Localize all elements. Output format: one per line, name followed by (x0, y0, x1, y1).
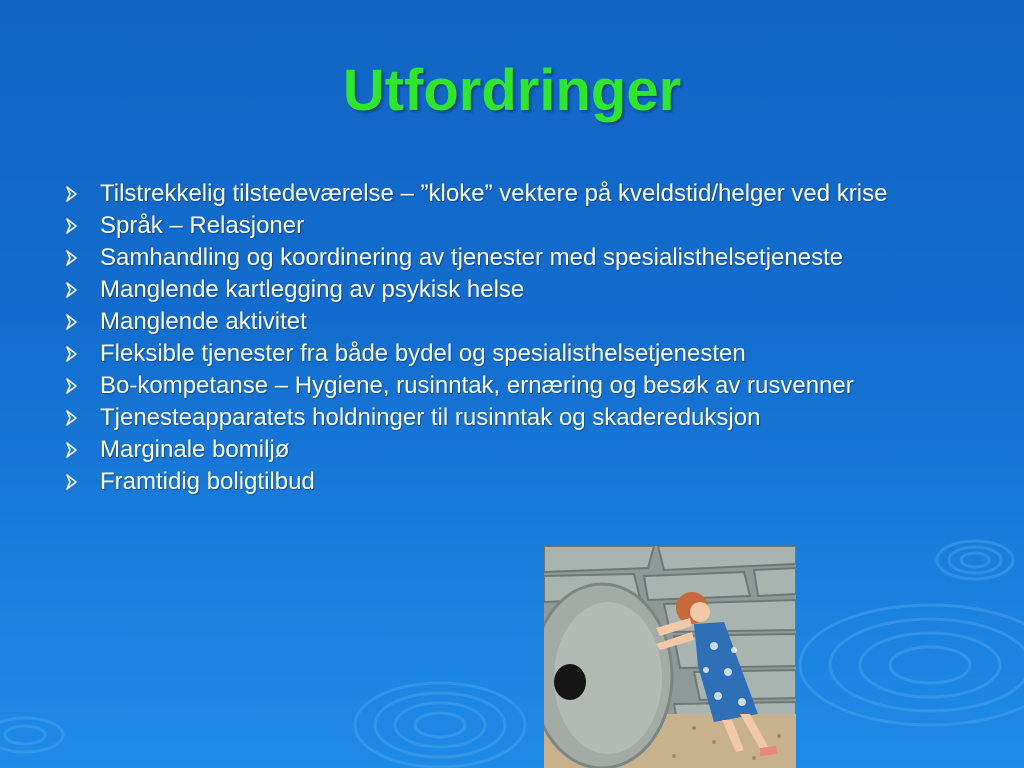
bullet-item (64, 438, 944, 462)
bullet-item (64, 278, 944, 302)
chevron-right-icon (64, 217, 82, 235)
chevron-right-icon (64, 345, 82, 363)
chevron-right-icon (64, 313, 82, 331)
bullet-text: Framtidig boligtilbud (100, 468, 315, 495)
bullet-item (64, 214, 944, 238)
bullet-text: Tilstrekkelig tilstedeværelse – ”kloke” vektere på kveldstid/helger ved krise (100, 180, 888, 207)
bullet-list (64, 182, 944, 502)
chevron-right-icon (64, 185, 82, 203)
bullet-item (64, 406, 944, 430)
bullet-text: Marginale bomiljø (100, 436, 290, 463)
bullet-text: Manglende kartlegging av psykisk helse (100, 276, 525, 303)
bullet-text: Tjenesteapparatets holdninger til rusinntak og skadereduksjon (100, 404, 761, 431)
chevron-right-icon (64, 281, 82, 299)
chevron-right-icon (64, 441, 82, 459)
bullet-text: Samhandling og koordinering av tjenester med spesialisthelsetjeneste (100, 244, 844, 271)
bullet-item (64, 246, 944, 270)
bullet-text: Bo-kompetanse – Hygiene, rusinntak, ernæring og besøk av rusvenner (100, 372, 854, 399)
chevron-right-icon (64, 249, 82, 267)
bullet-text: Språk – Relasjoner (100, 212, 305, 239)
bullet-text: Fleksible tjenester fra både bydel og spesialisthelsetjenesten (100, 340, 746, 367)
bullet-item (64, 374, 944, 398)
bullet-item (64, 342, 944, 366)
bullet-text: Manglende aktivitet (100, 308, 307, 335)
bullet-item (64, 470, 944, 494)
bullet-item (64, 310, 944, 334)
chevron-right-icon (64, 473, 82, 491)
chevron-right-icon (64, 409, 82, 427)
child-pushing-millstone-photo (544, 546, 796, 768)
chevron-right-icon (64, 377, 82, 395)
bullet-item (64, 182, 944, 206)
slide-title: Utfordringer (342, 58, 682, 123)
